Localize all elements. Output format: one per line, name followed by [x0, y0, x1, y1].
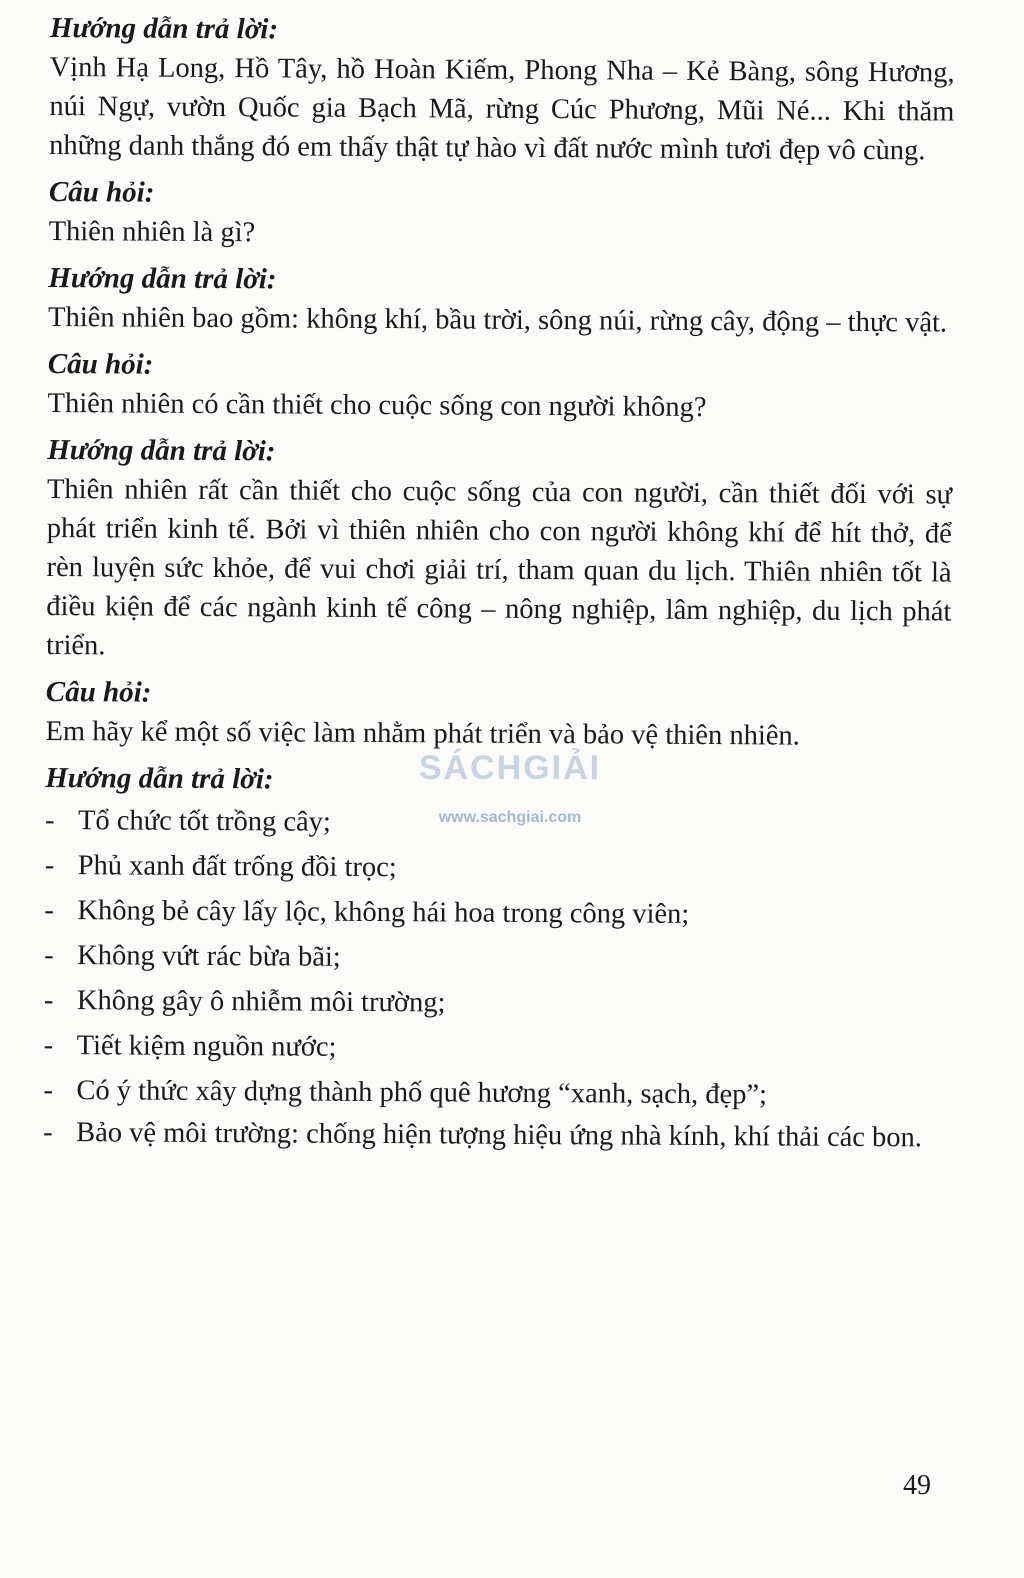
list-item	[44, 933, 949, 984]
watermark	[385, 748, 635, 838]
list-dash: -	[43, 1116, 53, 1149]
answer-list	[43, 798, 950, 1159]
list-item-text: Phủ xanh đất trống đồi trọc;	[77, 850, 397, 884]
list-item-text: Có ý thức xây dựng thành phố quê hương “xanh, sạch, đẹp”;	[76, 1075, 768, 1111]
answer-text: Thiên nhiên bao gồm: không khí, bầu trời, sông núi, rừng cây, động – thực vật.	[48, 301, 948, 339]
list-item-text: Tiết kiệm nguồn nước;	[76, 1030, 337, 1063]
list-item-text: Không gây ô nhiễm môi trường;	[76, 985, 446, 1019]
list-item-text: Không bẻ cây lấy lộc, không hái hoa trong công viên;	[77, 895, 690, 930]
answer-text: Thiên nhiên rất cần thiết cho cuộc sống của con người, cần thiết đối với sự phát triển kinh tế. Bởi vì thiên nhiên cho con người không khí để hít thở, để rèn luyện sức khỏe, để vui chơi giải trí, tham quan du lịch. Thiên nhiên tốt là điều kiện để các ngành kinh tế công – nông nghiệp, lâm nghiệp, du lịch phát triển.	[46, 473, 953, 662]
list-dash: -	[44, 939, 54, 972]
question-text: Thiên nhiên có cần thiết cho cuộc sống con người không?	[47, 387, 707, 424]
list-dash: -	[44, 804, 55, 837]
list-item	[45, 843, 950, 894]
list-item-text: Bảo vệ môi trường: chống hiện tượng hiệu ứng nhà kính, khí thải các bon.	[76, 1117, 923, 1154]
list-item	[44, 1023, 949, 1074]
list-item-text: Tổ chức tốt trồng cây;	[77, 805, 332, 838]
answer-heading: Hướng dẫn trả lời:	[49, 11, 279, 46]
answer-heading: Hướng dẫn trả lời:	[45, 761, 274, 796]
question-text: Em hãy kể một số việc làm nhằm phát triển và bảo vệ thiên nhiên.	[45, 715, 800, 752]
question-heading: Câu hỏi:	[47, 347, 154, 381]
list-item	[44, 888, 949, 939]
list-dash: -	[43, 984, 54, 1017]
list-dash: -	[44, 894, 55, 927]
list-dash: -	[43, 1074, 53, 1107]
page-number: 49	[903, 1470, 931, 1501]
list-item	[43, 1068, 948, 1119]
question-heading: Câu hỏi:	[48, 175, 155, 209]
answer-text: Vịnh Hạ Long, Hồ Tây, hồ Hoàn Kiếm, Phong Nha – Kẻ Bàng, sông Hương, núi Ngự, vườn Quốc gia Bạch Mã, rừng Cúc Phương, Mũi Né... Khi thăm những danh thắng đó em thấy thật tự hào vì đất nước mình tươi đẹp vô cùng.	[49, 51, 955, 167]
text-column	[43, 8, 955, 1159]
question-heading: Câu hỏi:	[45, 675, 152, 709]
list-dash: -	[43, 1029, 54, 1062]
list-dash: -	[44, 849, 55, 882]
list-item-text: Không vứt rác bừa bãi;	[77, 940, 341, 973]
answer-heading: Hướng dẫn trả lời:	[47, 433, 276, 468]
answer-heading: Hướng dẫn trả lời:	[48, 261, 277, 296]
watermark-url: www.sachgiai.com	[438, 809, 582, 826]
watermark-logo: SÁCHGIẢI	[418, 749, 602, 787]
question-text: Thiên nhiên là gì?	[48, 215, 256, 249]
list-item	[44, 978, 949, 1029]
list-item	[43, 1113, 948, 1159]
